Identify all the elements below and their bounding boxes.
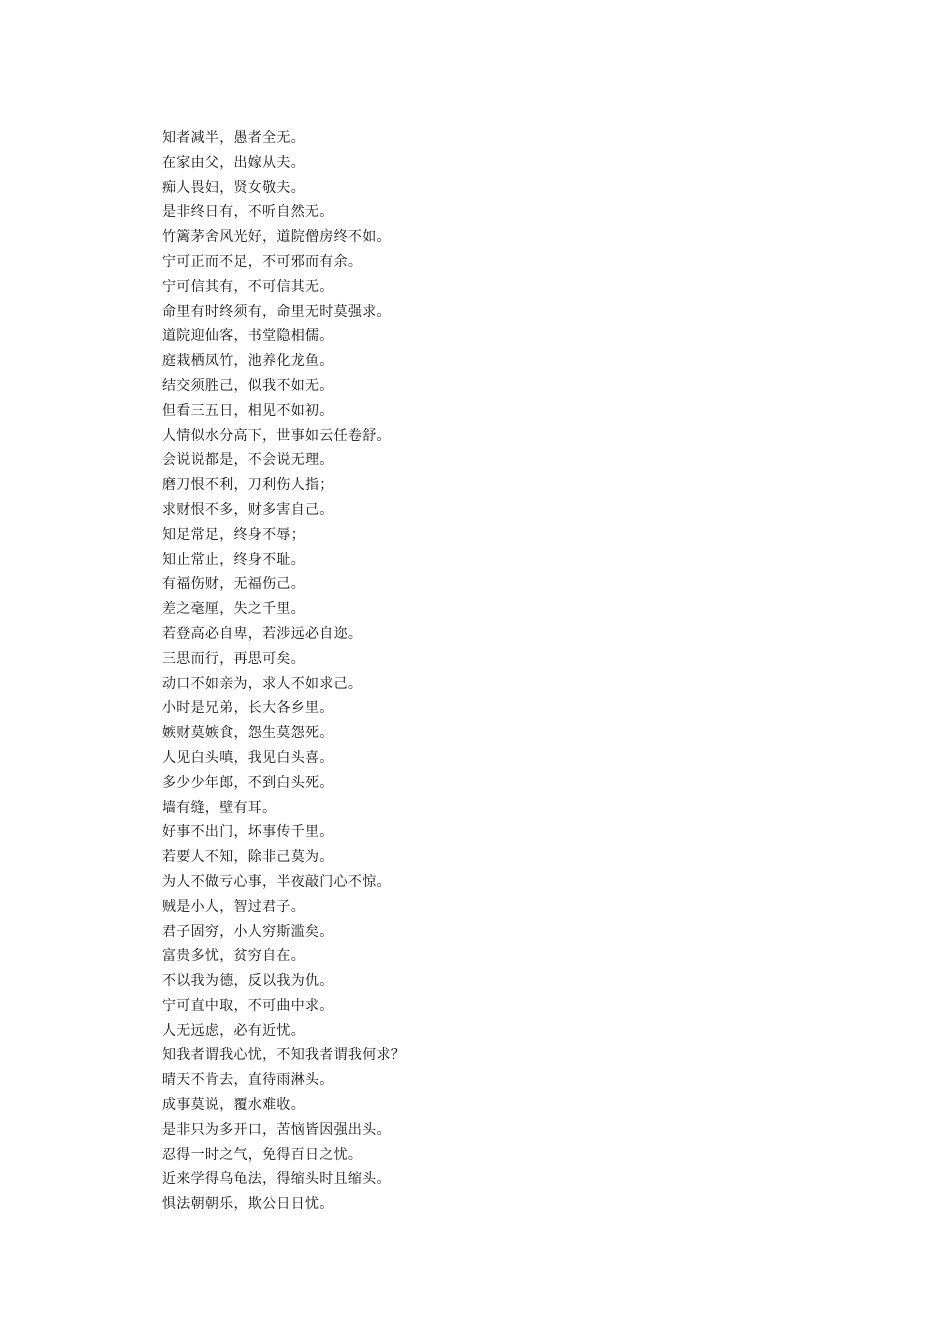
text-line: 知止常止，终身不耻。 — [162, 551, 305, 568]
text-line: 痴人畏妇，贤女敬夫。 — [162, 179, 305, 196]
text-line: 求财恨不多，财多害自己。 — [162, 501, 334, 518]
text-line: 若登高必自卑，若涉远必自迩。 — [162, 625, 363, 642]
text-line: 庭栽栖凤竹，池养化龙鱼。 — [162, 353, 334, 370]
text-line: 差之毫厘，失之千里。 — [162, 601, 305, 618]
text-line: 晴天不肯去，直待雨淋头。 — [162, 1072, 334, 1089]
text-line: 近来学得乌龟法，得缩头时且缩头。 — [162, 1171, 391, 1188]
text-line: 君子固穷，小人穷斯滥矣。 — [162, 923, 334, 940]
text-line: 是非只为多开口，苦恼皆因强出头。 — [162, 1121, 391, 1138]
text-line: 不以我为德，反以我为仇。 — [162, 973, 334, 990]
text-line: 若要人不知，除非己莫为。 — [162, 849, 334, 866]
proverb-list — [162, 126, 405, 1217]
text-line: 好事不出门，坏事传千里。 — [162, 824, 334, 841]
text-line: 命里有时终须有，命里无时莫强求。 — [162, 303, 391, 320]
text-line: 人无远虑，必有近忧。 — [162, 1022, 305, 1039]
text-line: 嫉财莫嫉食，怨生莫怨死。 — [162, 725, 334, 742]
text-line: 但看三五日，相见不如初。 — [162, 402, 334, 419]
text-line: 宁可直中取，不可曲中求。 — [162, 997, 334, 1014]
text-line: 富贵多忧，贫穷自在。 — [162, 948, 305, 965]
text-line: 惧法朝朝乐，欺公日日忧。 — [162, 1196, 334, 1213]
text-line: 知者减半，愚者全无。 — [162, 130, 305, 146]
text-line: 人见白头嗔，我见白头喜。 — [162, 749, 334, 766]
text-line: 在家由父，出嫁从夫。 — [162, 154, 305, 171]
text-line: 人情似水分高下，世事如云任卷舒。 — [162, 427, 391, 444]
text-line: 知足常足，终身不辱； — [162, 526, 305, 543]
text-line: 结交须胜己，似我不如无。 — [162, 377, 334, 394]
text-line: 墙有缝，壁有耳。 — [162, 799, 277, 816]
text-line: 忍得一时之气，免得百日之忧。 — [162, 1146, 363, 1163]
text-line: 为人不做亏心事，半夜敲门心不惊。 — [162, 873, 391, 890]
text-line: 道院迎仙客，书堂隐相儒。 — [162, 328, 334, 345]
text-line: 小时是兄弟，长大各乡里。 — [162, 700, 334, 717]
text-line: 动口不如亲为，求人不如求己。 — [162, 675, 363, 692]
text-line: 三思而行，再思可矣。 — [162, 650, 305, 667]
text-line: 磨刀恨不利，刀利伤人指； — [162, 477, 334, 494]
text-line: 知我者谓我心忧，不知我者谓我何求？ — [162, 1047, 406, 1064]
text-line: 成事莫说，覆水难收。 — [162, 1097, 305, 1114]
text-line: 多少少年郎，不到白头死。 — [162, 774, 334, 791]
text-line: 宁可信其有，不可信其无。 — [162, 278, 334, 295]
text-line: 有福伤财，无福伤己。 — [162, 576, 305, 593]
text-line: 会说说都是，不会说无理。 — [162, 452, 334, 469]
text-line: 贼是小人，智过君子。 — [162, 898, 305, 915]
text-line: 宁可正而不足，不可邪而有余。 — [162, 253, 363, 270]
text-line: 是非终日有，不听自然无。 — [162, 204, 334, 221]
text-line: 竹篱茅舍风光好，道院僧房终不如。 — [162, 229, 391, 246]
